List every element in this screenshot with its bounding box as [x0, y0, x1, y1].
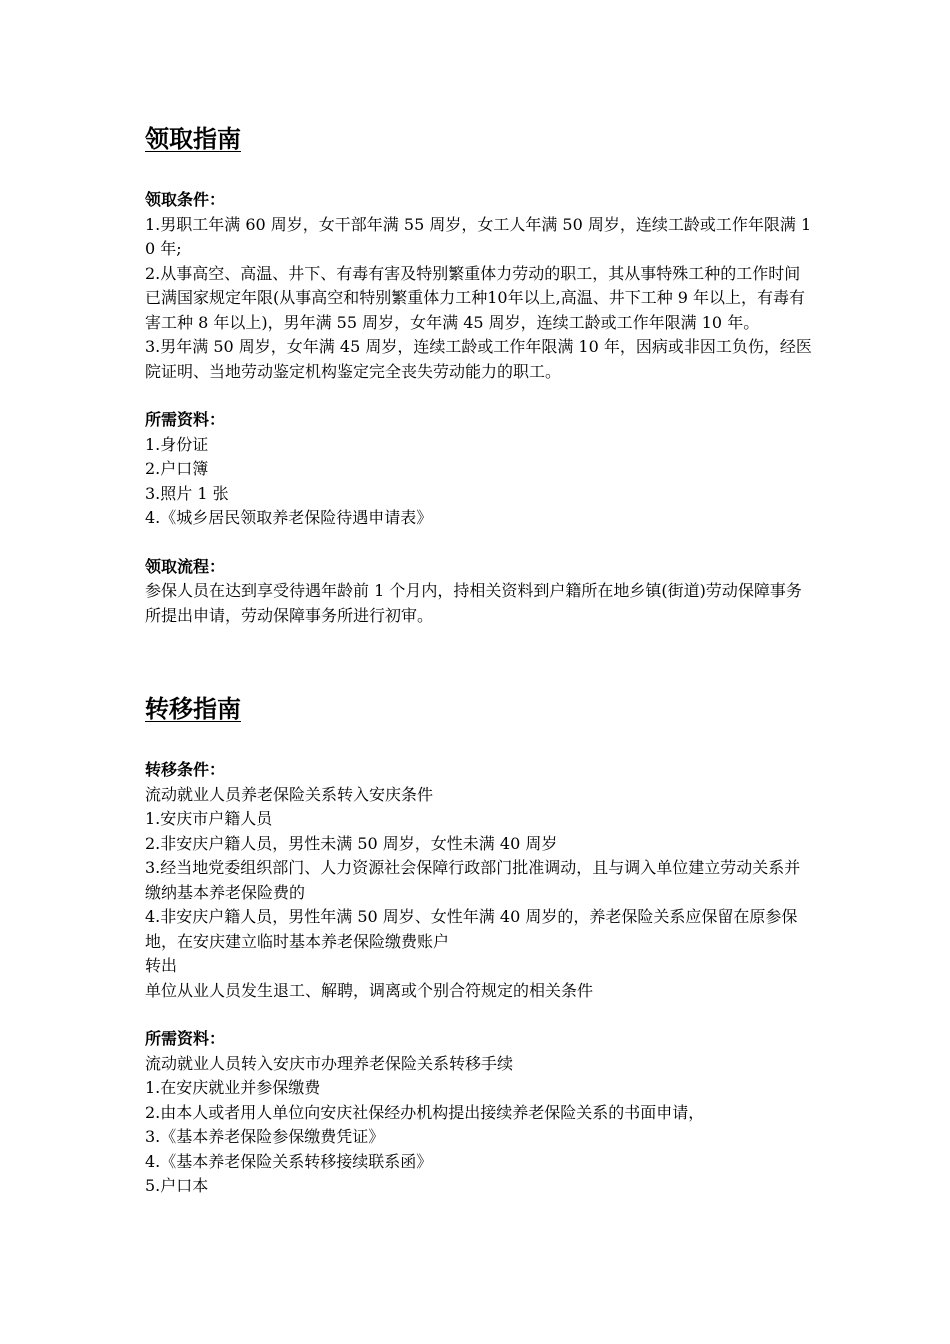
transfer-condition-item: 单位从业人员发生退工、解聘，调离或个别合符规定的相关条件 [145, 980, 594, 1000]
receive-conditions-block [145, 188, 815, 384]
receive-process-block [145, 555, 815, 629]
transfer-guide-title: 转移指南 [145, 695, 241, 723]
receive-condition-item: 2.从事高空、高温、井下、有毒有害及特别繁重体力劳动的职工，其从事特殊工种的工作时间已满国家规定年限(从事高空和特别繁重体力工种10年以上,高温、井下工种 9 年以上，有毒有害工种 8 年以上)，男年满 55 周岁，女年满 45 周岁，连续工龄或工作年限满 10 年。 [145, 263, 806, 332]
receive-material-item: 1.身份证 [145, 434, 209, 454]
transfer-material-item: 1.在安庆就业并参保缴费 [145, 1078, 321, 1097]
transfer-conditions-label: 转移条件： [145, 760, 226, 779]
transfer-materials-label: 所需资料： [145, 1029, 226, 1048]
receive-guide-section [145, 120, 815, 652]
transfer-material-item: 4.《基本养老保险关系转移接续联系函》 [145, 1151, 433, 1171]
receive-material-item: 4.《城乡居民领取养老保险待遇申请表》 [145, 508, 433, 527]
transfer-material-item: 3.《基本养老保险参保缴费凭证》 [145, 1127, 385, 1146]
receive-materials-block [145, 408, 815, 531]
receive-material-item: 3.照片 1 张 [145, 483, 229, 503]
receive-condition-item: 3.男年满 50 周岁，女年满 45 周岁，连续工龄或工作年限满 10 年，因病或非因工负伤，经医院证明、当地劳动鉴定机构鉴定完全丧失劳动能力的职工。 [145, 337, 812, 381]
transfer-guide-section [145, 690, 815, 1223]
receive-conditions-label: 领取条件： [145, 190, 226, 209]
transfer-condition-item: 流动就业人员养老保险关系转入安庆条件 [145, 784, 434, 804]
transfer-materials-block [145, 1027, 815, 1199]
transfer-condition-item: 2.非安庆户籍人员，男性未满 50 周岁，女性未满 40 周岁 [145, 833, 558, 853]
transfer-condition-item: 转出 [145, 956, 178, 975]
receive-material-item: 2.户口簿 [145, 459, 209, 478]
transfer-condition-item: 4.非安庆户籍人员，男性年满 50 周岁、女性年满 40 周岁的，养老保险关系应保留在原参保地，在安庆建立临时基本养老保险缴费账户 [145, 907, 798, 951]
transfer-condition-item: 3.经当地党委组织部门、人力资源社会保障行政部门批准调动，且与调入单位建立劳动关系并缴纳基本养老保险费的 [145, 858, 801, 902]
transfer-material-item: 5.户口本 [145, 1176, 209, 1195]
receive-guide-title: 领取指南 [145, 125, 241, 153]
receive-condition-item: 1.男职工年满 60 周岁，女干部年满 55 周岁，女工人年满 50 周岁，连续工龄或工作年限满 10 年; [145, 214, 812, 258]
receive-process-item: 参保人员在达到享受待遇年龄前 1 个月内，持相关资料到户籍所在地乡镇(街道)劳动保障事务所提出申请，劳动保障事务所进行初审。 [145, 581, 802, 625]
transfer-conditions-block [145, 758, 815, 1003]
transfer-material-item: 流动就业人员转入安庆市办理养老保险关系转移手续 [145, 1053, 514, 1073]
receive-materials-label: 所需资料： [145, 410, 226, 429]
transfer-condition-item: 1.安庆市户籍人员 [145, 809, 273, 828]
transfer-material-item: 2.由本人或者用人单位向安庆社保经办机构提出接续养老保险关系的书面申请， [145, 1102, 705, 1122]
receive-process-label: 领取流程： [145, 556, 226, 576]
